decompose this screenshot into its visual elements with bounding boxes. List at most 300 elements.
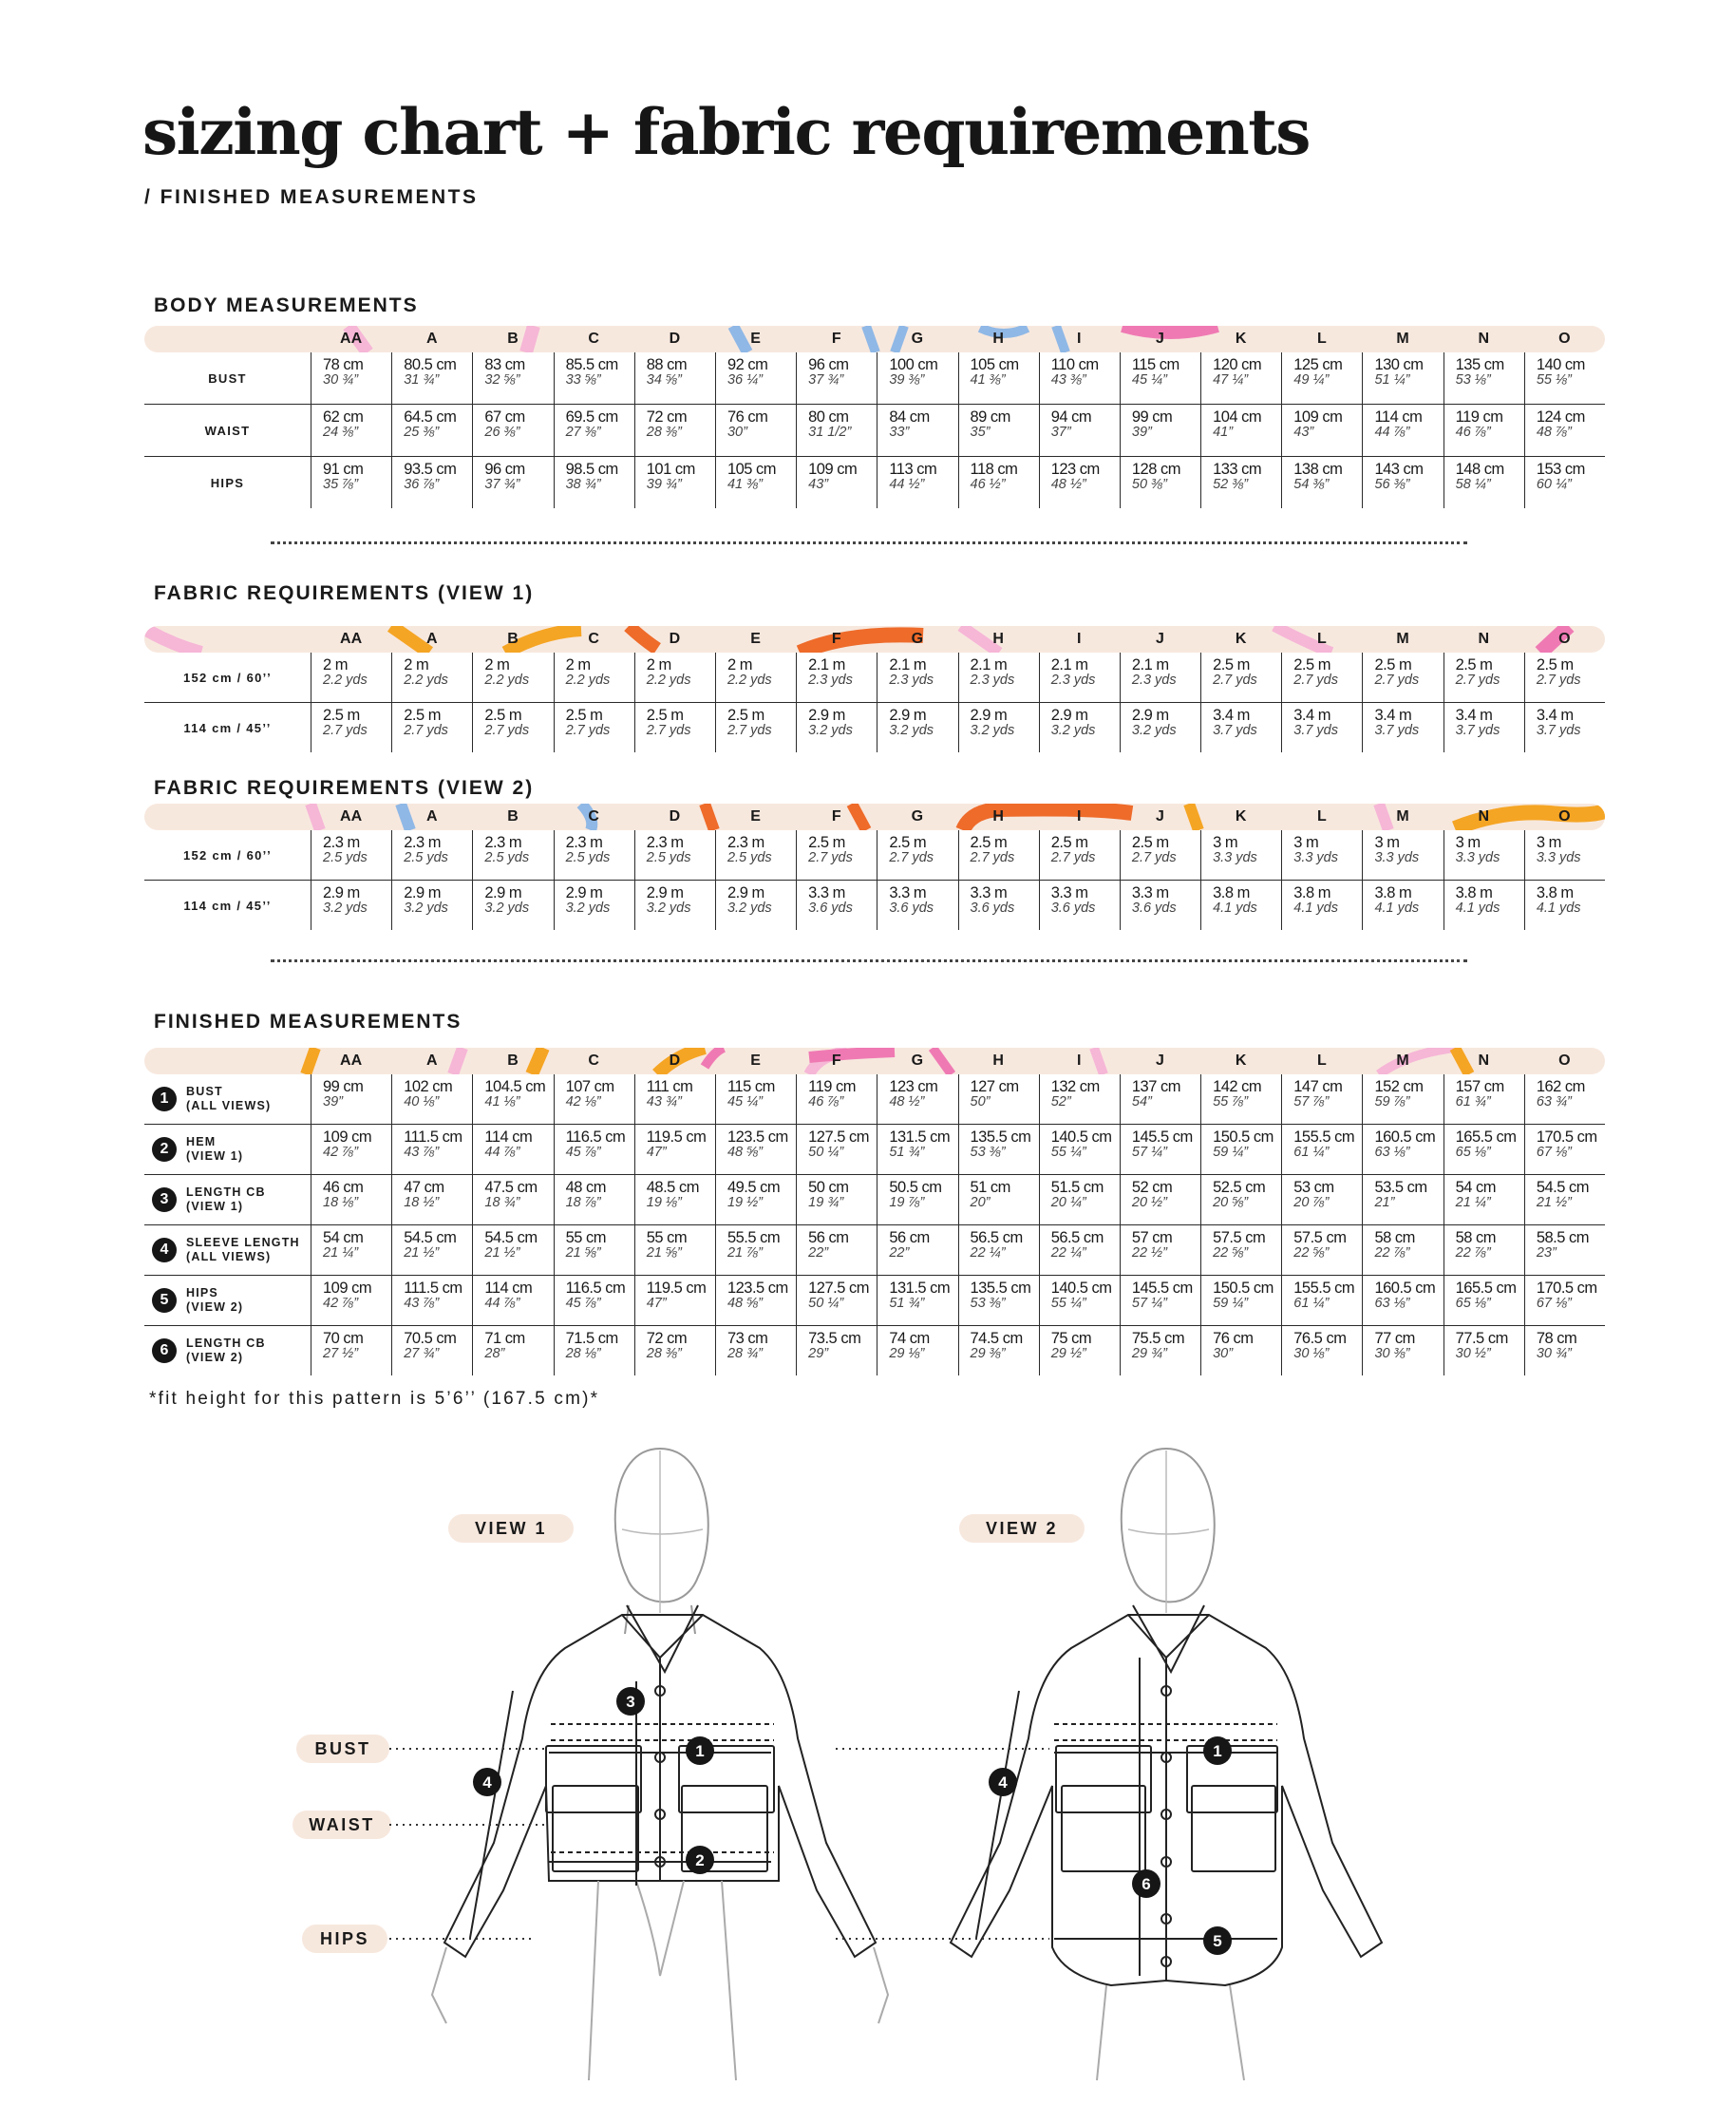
imperial-value: 28 ¾”: [726, 1346, 764, 1361]
metric-value: 53.5 cm: [1374, 1179, 1427, 1196]
imperial-value: 3.3 yds: [1536, 850, 1581, 865]
metric-value: 109 cm: [323, 1280, 372, 1297]
row-label-line2: (ALL VIEWS): [186, 1250, 272, 1263]
bust-label: BUST: [296, 1735, 389, 1763]
metric-value: 48.5 cm: [646, 1179, 699, 1196]
imperial-value: 41 ⅛”: [484, 1094, 520, 1109]
metric-value: 3.3 m: [889, 884, 927, 901]
imperial-value: 37 ¾”: [484, 477, 520, 492]
imperial-value: 2.5 yds: [484, 850, 530, 865]
size-header-L: L: [1316, 331, 1327, 347]
size-header-L: L: [1316, 631, 1327, 647]
metric-value: 2.1 m: [970, 656, 1008, 673]
view2-figure: [836, 1449, 1382, 2080]
imperial-value: 31 ¾”: [404, 372, 440, 388]
imperial-value: 50”: [970, 1094, 991, 1109]
imperial-value: 29 ½”: [1050, 1346, 1086, 1361]
metric-value: 152 cm: [1374, 1078, 1424, 1095]
imperial-value: 57 ¼”: [1131, 1145, 1167, 1160]
row-label-line2: (ALL VIEWS): [186, 1099, 272, 1112]
imperial-value: 65 ⅛”: [1455, 1296, 1491, 1311]
metric-value: 50.5 cm: [889, 1179, 942, 1196]
metric-value: 70 cm: [323, 1330, 364, 1347]
imperial-value: 2.3 yds: [970, 673, 1015, 688]
metric-value: 140 cm: [1536, 356, 1585, 373]
size-header-D: D: [669, 331, 681, 347]
imperial-value: 3.6 yds: [970, 901, 1015, 916]
metric-value: 2.5 m: [726, 707, 764, 724]
imperial-value: 34 ⅝”: [646, 372, 682, 388]
metric-value: 96 cm: [808, 356, 849, 373]
imperial-value: 53 ⅛”: [1455, 372, 1491, 388]
metric-value: 2.5 m: [889, 834, 927, 851]
metric-value: 145.5 cm: [1131, 1128, 1193, 1146]
metric-value: 3.4 m: [1536, 707, 1574, 724]
metric-value: 113 cm: [889, 461, 937, 478]
metric-value: 3 m: [1455, 834, 1481, 851]
imperial-value: 43”: [1293, 425, 1314, 440]
metric-value: 80 cm: [808, 408, 849, 426]
metric-value: 127 cm: [970, 1078, 1019, 1095]
metric-value: 62 cm: [323, 408, 364, 426]
metric-value: 2 m: [726, 656, 752, 673]
size-header-M: M: [1396, 631, 1409, 647]
metric-value: 2 m: [646, 656, 671, 673]
imperial-value: 3.7 yds: [1213, 723, 1257, 738]
metric-value: 2.9 m: [646, 884, 684, 901]
imperial-value: 30”: [726, 425, 747, 440]
imperial-value: 24 ⅜”: [323, 425, 359, 440]
size-header-F: F: [831, 808, 841, 825]
row-number-badge: 1: [152, 1087, 177, 1111]
row-label: 152 cm / 60’’: [182, 670, 273, 685]
row-label: WAIST: [204, 423, 251, 438]
row-label: BUST: [208, 370, 247, 386]
imperial-value: 3.6 yds: [1131, 901, 1177, 916]
imperial-value: 21 ¼”: [1455, 1195, 1491, 1210]
imperial-value: 2.2 yds: [404, 673, 448, 688]
row-number-badge: 2: [152, 1137, 177, 1162]
metric-value: 58 cm: [1455, 1229, 1497, 1246]
imperial-value: 2.5 yds: [726, 850, 772, 865]
imperial-value: 3.3 yds: [1374, 850, 1420, 865]
metric-value: 127.5 cm: [808, 1280, 869, 1297]
imperial-value: 43 ¾”: [646, 1094, 682, 1109]
metric-value: 2.3 m: [323, 834, 360, 851]
metric-value: 2.1 m: [1131, 656, 1169, 673]
imperial-value: 2.5 yds: [404, 850, 448, 865]
imperial-value: 22 ¼”: [1050, 1245, 1086, 1261]
page-title: sizing chart + fabric requirements: [142, 95, 1310, 169]
size-header-J: J: [1156, 331, 1164, 347]
metric-value: 142 cm: [1213, 1078, 1262, 1095]
row-label-line1: SLEEVE LENGTH: [186, 1236, 300, 1249]
imperial-value: 3.2 yds: [404, 901, 448, 916]
metric-value: 104.5 cm: [484, 1078, 546, 1095]
marker-6-label: 6: [1142, 1875, 1151, 1893]
metric-value: 155.5 cm: [1293, 1128, 1355, 1146]
row-label-line2: (VIEW 1): [186, 1200, 244, 1213]
metric-value: 47.5 cm: [484, 1179, 538, 1196]
metric-value: 3.8 m: [1455, 884, 1493, 901]
imperial-value: 3.2 yds: [726, 901, 772, 916]
imperial-value: 18 ⅛”: [323, 1195, 359, 1210]
imperial-value: 3.7 yds: [1536, 723, 1581, 738]
imperial-value: 27 ⅜”: [565, 425, 601, 440]
view2-label: VIEW 2: [959, 1514, 1085, 1543]
metric-value: 2.9 m: [323, 884, 360, 901]
imperial-value: 51 ¼”: [1374, 372, 1410, 388]
metric-value: 155.5 cm: [1293, 1280, 1355, 1297]
imperial-value: 51 ¾”: [889, 1296, 925, 1311]
metric-value: 157 cm: [1455, 1078, 1504, 1095]
metric-value: 2.9 m: [1050, 707, 1088, 724]
size-header-D: D: [669, 1053, 681, 1069]
metric-value: 162 cm: [1536, 1078, 1585, 1095]
imperial-value: 22 ⅝”: [1213, 1245, 1249, 1261]
imperial-value: 18 ¾”: [484, 1195, 520, 1210]
metric-value: 104 cm: [1213, 408, 1262, 426]
metric-value: 3.3 m: [1131, 884, 1169, 901]
metric-value: 96 cm: [484, 461, 525, 478]
metric-value: 89 cm: [970, 408, 1010, 426]
metric-value: 150.5 cm: [1213, 1280, 1274, 1297]
imperial-value: 2.3 yds: [808, 673, 853, 688]
metric-value: 130 cm: [1374, 356, 1424, 373]
metric-value: 2.3 m: [565, 834, 603, 851]
metric-value: 101 cm: [646, 461, 695, 478]
metric-value: 123.5 cm: [726, 1280, 788, 1297]
metric-value: 111 cm: [646, 1078, 693, 1095]
row-label-line2: (VIEW 1): [186, 1149, 244, 1163]
metric-value: 115 cm: [726, 1078, 775, 1095]
imperial-value: 39 ¾”: [646, 477, 682, 492]
metric-value: 3.8 m: [1293, 884, 1331, 901]
imperial-value: 3.6 yds: [1050, 901, 1096, 916]
size-header-J: J: [1156, 1053, 1164, 1069]
size-header-I: I: [1077, 808, 1082, 825]
body-measurements-title: BODY MEASUREMENTS: [154, 294, 419, 316]
imperial-value: 3.2 yds: [565, 901, 611, 916]
imperial-value: 59 ¼”: [1213, 1296, 1249, 1311]
metric-value: 119 cm: [1455, 408, 1503, 426]
metric-value: 114 cm: [1374, 408, 1423, 426]
metric-value: 56.5 cm: [1050, 1229, 1104, 1246]
metric-value: 2.9 m: [808, 707, 845, 724]
imperial-value: 23”: [1536, 1245, 1557, 1261]
metric-value: 119.5 cm: [646, 1128, 707, 1146]
finished-measurements-title: FINISHED MEASUREMENTS: [154, 1011, 462, 1033]
row-label: 152 cm / 60’’: [182, 847, 273, 863]
metric-value: 76 cm: [1213, 1330, 1254, 1347]
marker-1-label: 1: [695, 1742, 705, 1760]
imperial-value: 20”: [970, 1195, 991, 1210]
metric-value: 111.5 cm: [404, 1128, 462, 1146]
imperial-value: 54 ⅜”: [1293, 477, 1330, 492]
imperial-value: 2.2 yds: [726, 673, 772, 688]
metric-value: 2.9 m: [565, 884, 603, 901]
size-header-AA: AA: [340, 331, 363, 347]
metric-value: 160.5 cm: [1374, 1280, 1436, 1297]
imperial-value: 41”: [1213, 425, 1234, 440]
size-header-F: F: [831, 331, 841, 347]
size-header-G: G: [911, 331, 924, 347]
metric-value: 54.5 cm: [1536, 1179, 1590, 1196]
metric-value: 47 cm: [404, 1179, 444, 1196]
metric-value: 54.5 cm: [404, 1229, 457, 1246]
imperial-value: 61 ¾”: [1455, 1094, 1491, 1109]
metric-value: 111.5 cm: [404, 1280, 462, 1297]
metric-value: 3 m: [1374, 834, 1400, 851]
marker-3-label: 3: [626, 1693, 635, 1711]
metric-value: 83 cm: [484, 356, 525, 373]
imperial-value: 2.7 yds: [1213, 673, 1257, 688]
metric-value: 133 cm: [1213, 461, 1262, 478]
metric-value: 2.9 m: [484, 884, 522, 901]
metric-value: 56 cm: [808, 1229, 849, 1246]
metric-value: 124 cm: [1536, 408, 1585, 426]
imperial-value: 44 ⅞”: [484, 1296, 520, 1311]
metric-value: 2 m: [565, 656, 591, 673]
imperial-value: 2.7 yds: [565, 723, 611, 738]
metric-value: 128 cm: [1131, 461, 1180, 478]
metric-value: 2.5 m: [1131, 834, 1169, 851]
imperial-value: 30”: [1213, 1346, 1234, 1361]
size-header-G: G: [911, 1053, 924, 1069]
imperial-value: 33”: [889, 425, 910, 440]
imperial-value: 32 ⅝”: [484, 372, 520, 388]
imperial-value: 2.2 yds: [565, 673, 611, 688]
imperial-value: 21 ⅞”: [726, 1245, 764, 1261]
metric-value: 127.5 cm: [808, 1128, 869, 1146]
size-header-B: B: [507, 631, 519, 647]
row-label-line1: LENGTH CB: [186, 1337, 266, 1350]
row-label: 114 cm / 45’’: [183, 720, 272, 735]
metric-value: 71.5 cm: [565, 1330, 618, 1347]
imperial-value: 28 ⅜”: [646, 1346, 682, 1361]
metric-value: 109 cm: [808, 461, 858, 478]
metric-value: 3.4 m: [1455, 707, 1493, 724]
imperial-value: 45 ¼”: [1131, 372, 1167, 388]
imperial-value: 63 ⅛”: [1374, 1296, 1410, 1311]
metric-value: 135 cm: [1455, 356, 1504, 373]
metric-value: 3.8 m: [1536, 884, 1574, 901]
imperial-value: 22”: [808, 1245, 829, 1261]
imperial-value: 48 ⅝”: [726, 1145, 764, 1160]
metric-value: 69.5 cm: [565, 408, 618, 426]
metric-value: 2.5 m: [1050, 834, 1088, 851]
imperial-value: 3.7 yds: [1455, 723, 1500, 738]
size-header-A: A: [426, 631, 438, 647]
imperial-value: 43”: [808, 477, 829, 492]
imperial-value: 22 ⅞”: [1455, 1245, 1491, 1261]
size-header-B: B: [507, 331, 519, 347]
metric-value: 2.9 m: [726, 884, 764, 901]
metric-value: 2.9 m: [889, 707, 927, 724]
imperial-value: 50 ¼”: [808, 1145, 844, 1160]
metric-value: 53 cm: [1293, 1179, 1334, 1196]
imperial-value: 51 ¾”: [889, 1145, 925, 1160]
row-label-line2: (VIEW 2): [186, 1300, 244, 1314]
imperial-value: 61 ¼”: [1293, 1145, 1330, 1160]
metric-value: 57.5 cm: [1293, 1229, 1347, 1246]
metric-value: 85.5 cm: [565, 356, 618, 373]
metric-value: 88 cm: [646, 356, 688, 373]
imperial-value: 48 ½”: [889, 1094, 925, 1109]
metric-value: 107 cm: [565, 1078, 614, 1095]
marker-4-label-view2: 4: [998, 1773, 1008, 1792]
imperial-value: 67 ⅛”: [1536, 1145, 1572, 1160]
imperial-value: 3.2 yds: [1050, 723, 1096, 738]
imperial-value: 20 ½”: [1131, 1195, 1167, 1210]
metric-value: 2.9 m: [1131, 707, 1169, 724]
imperial-value: 65 ⅛”: [1455, 1145, 1491, 1160]
metric-value: 46 cm: [323, 1179, 364, 1196]
metric-value: 135.5 cm: [970, 1280, 1031, 1297]
metric-value: 2.9 m: [970, 707, 1008, 724]
imperial-value: 2.3 yds: [1131, 673, 1177, 688]
fabric-view2-title: FABRIC REQUIREMENTS (VIEW 2): [154, 777, 535, 799]
imperial-value: 39 ⅜”: [889, 372, 925, 388]
waist-label: WAIST: [292, 1811, 391, 1839]
metric-value: 55 cm: [565, 1229, 606, 1246]
metric-value: 77 cm: [1374, 1330, 1415, 1347]
size-header-O: O: [1558, 331, 1571, 347]
metric-value: 72 cm: [646, 408, 688, 426]
imperial-value: 2.2 yds: [646, 673, 691, 688]
metric-value: 140.5 cm: [1050, 1128, 1112, 1146]
size-header-A: A: [426, 331, 438, 347]
metric-value: 118 cm: [970, 461, 1018, 478]
imperial-value: 2.5 yds: [565, 850, 611, 865]
imperial-value: 35”: [970, 425, 991, 440]
imperial-value: 45 ⅞”: [565, 1145, 601, 1160]
metric-value: 100 cm: [889, 356, 938, 373]
metric-value: 3.3 m: [808, 884, 845, 901]
metric-value: 3.3 m: [970, 884, 1008, 901]
metric-value: 2 m: [404, 656, 429, 673]
imperial-value: 4.1 yds: [1293, 901, 1338, 916]
hips-label: HIPS: [302, 1925, 387, 1953]
marker-4-label: 4: [482, 1773, 492, 1792]
metric-value: 2.9 m: [404, 884, 441, 901]
metric-value: 135.5 cm: [970, 1128, 1031, 1146]
imperial-value: 55 ⅞”: [1213, 1094, 1249, 1109]
size-header-H: H: [992, 1053, 1004, 1069]
imperial-value: 19 ⅛”: [646, 1195, 682, 1210]
size-header-N: N: [1478, 808, 1489, 825]
metric-value: 2.1 m: [1050, 656, 1088, 673]
metric-value: 49.5 cm: [726, 1179, 781, 1196]
imperial-value: 46 ⅞”: [1455, 425, 1491, 440]
imperial-value: 44 ⅞”: [484, 1145, 520, 1160]
page-subtitle: / FINISHED MEASUREMENTS: [144, 186, 479, 208]
size-header-O: O: [1558, 808, 1571, 825]
row-label-line2: (VIEW 2): [186, 1351, 244, 1364]
imperial-value: 37 ¾”: [808, 372, 844, 388]
imperial-value: 22”: [889, 1245, 910, 1261]
metric-value: 2.5 m: [970, 834, 1008, 851]
metric-value: 2.5 m: [1374, 656, 1412, 673]
metric-value: 73.5 cm: [808, 1330, 861, 1347]
metric-value: 99 cm: [323, 1078, 364, 1095]
metric-value: 50 cm: [808, 1179, 849, 1196]
imperial-value: 30 ⅛”: [1293, 1346, 1330, 1361]
imperial-value: 2.7 yds: [404, 723, 448, 738]
imperial-value: 3.7 yds: [1374, 723, 1420, 738]
size-header-I: I: [1077, 1053, 1082, 1069]
imperial-value: 43 ⅞”: [404, 1145, 440, 1160]
imperial-value: 61 ¼”: [1293, 1296, 1330, 1311]
metric-value: 116.5 cm: [565, 1128, 626, 1146]
imperial-value: 48 ⅝”: [726, 1296, 764, 1311]
size-header-O: O: [1558, 1053, 1571, 1069]
row-label-line1: LENGTH CB: [186, 1185, 266, 1199]
size-header-M: M: [1396, 808, 1409, 825]
imperial-value: 20 ⅝”: [1213, 1195, 1249, 1210]
metric-value: 115 cm: [1131, 356, 1179, 373]
metric-value: 2.5 m: [1213, 656, 1250, 673]
imperial-value: 57 ⅞”: [1293, 1094, 1330, 1109]
metric-value: 54 cm: [323, 1229, 364, 1246]
metric-value: 76 cm: [726, 408, 768, 426]
imperial-value: 25 ⅜”: [404, 425, 440, 440]
imperial-value: 29”: [808, 1346, 829, 1361]
imperial-value: 30 ⅜”: [1374, 1346, 1410, 1361]
metric-value: 2 m: [484, 656, 510, 673]
metric-value: 75 cm: [1050, 1330, 1092, 1347]
imperial-value: 55 ⅛”: [1536, 372, 1572, 388]
metric-value: 3.8 m: [1374, 884, 1412, 901]
metric-value: 109 cm: [323, 1128, 372, 1146]
metric-value: 140.5 cm: [1050, 1280, 1112, 1297]
metric-value: 64.5 cm: [404, 408, 457, 426]
size-header-K: K: [1235, 1053, 1247, 1069]
row-label: HIPS: [210, 475, 245, 490]
metric-value: 150.5 cm: [1213, 1128, 1274, 1146]
size-header-G: G: [911, 808, 924, 825]
imperial-value: 38 ¾”: [565, 477, 601, 492]
size-header-AA: AA: [340, 1053, 363, 1069]
size-header-G: G: [911, 631, 924, 647]
size-header-N: N: [1478, 331, 1489, 347]
metric-value: 2.3 m: [726, 834, 764, 851]
metric-value: 99 cm: [1131, 408, 1173, 426]
metric-value: 119.5 cm: [646, 1280, 707, 1297]
imperial-value: 30 ½”: [1455, 1346, 1491, 1361]
metric-value: 93.5 cm: [404, 461, 457, 478]
imperial-value: 22 ¼”: [970, 1245, 1006, 1261]
metric-value: 3 m: [1293, 834, 1319, 851]
imperial-value: 3.6 yds: [889, 901, 934, 916]
imperial-value: 2.7 yds: [323, 723, 368, 738]
imperial-value: 50 ¼”: [808, 1296, 844, 1311]
metric-value: 78 cm: [1536, 1330, 1577, 1347]
metric-value: 3.3 m: [1050, 884, 1088, 901]
imperial-value: 40 ⅛”: [404, 1094, 440, 1109]
view1-label: VIEW 1: [448, 1514, 574, 1543]
size-header-O: O: [1558, 631, 1571, 647]
imperial-value: 39”: [1131, 425, 1152, 440]
metric-value: 105 cm: [726, 461, 777, 478]
imperial-value: 2.7 yds: [1131, 850, 1177, 865]
imperial-value: 19 ⅞”: [889, 1195, 925, 1210]
size-header-C: C: [588, 1053, 599, 1069]
imperial-value: 36 ¼”: [726, 372, 764, 388]
row-label: 114 cm / 45’’: [183, 898, 272, 913]
imperial-value: 54”: [1131, 1094, 1152, 1109]
imperial-value: 3.2 yds: [970, 723, 1015, 738]
